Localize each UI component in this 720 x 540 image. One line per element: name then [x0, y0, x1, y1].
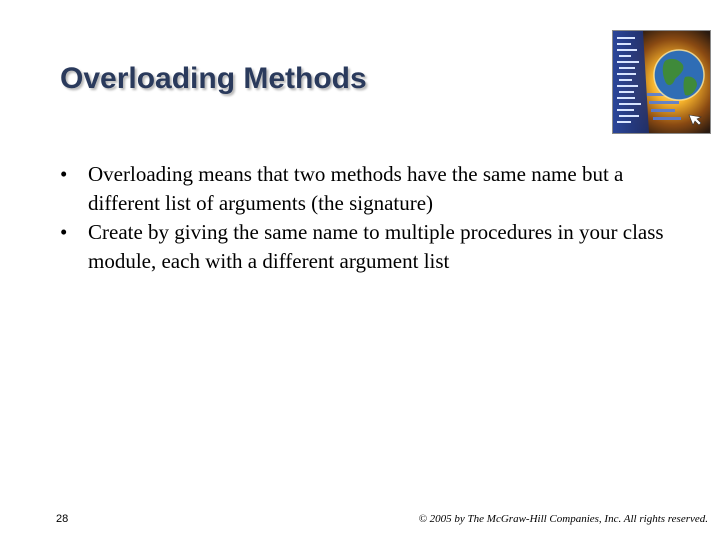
globe-code-logo-icon	[612, 30, 711, 134]
bullet-symbol: •	[60, 162, 68, 186]
bullet-symbol: •	[60, 220, 68, 244]
bullet-list	[60, 160, 670, 276]
bullet-text: Overloading means that two methods have the same name but a different list of arguments (the signature)	[88, 162, 624, 215]
bullet-item	[60, 218, 670, 276]
bullet-item	[60, 160, 670, 218]
page-number: 28	[56, 513, 69, 525]
copyright-notice: © 2005 by The McGraw-Hill Companies, Inc. All rights reserved.	[418, 513, 708, 525]
slide-title: Overloading Methods	[60, 62, 367, 95]
bullet-text: Create by giving the same name to multiple procedures in your class module, each with a different argument list	[88, 220, 664, 273]
